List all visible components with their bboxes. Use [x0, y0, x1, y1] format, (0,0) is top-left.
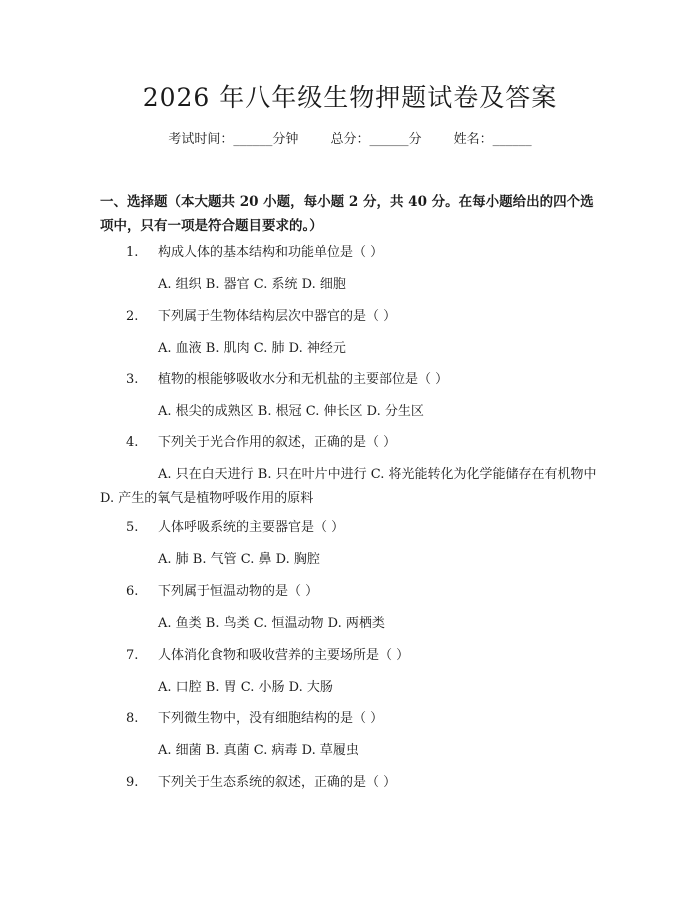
exam-meta — [0, 130, 700, 150]
question-item — [126, 646, 409, 666]
question-number: 2. — [126, 309, 139, 324]
page-title: 2026 年八年级生物押题试卷及答案 — [142, 83, 558, 112]
total-score-field: 总分：______分 — [330, 132, 422, 147]
question-text: 人体呼吸系统的主要器官是（ ） — [158, 520, 345, 535]
question-text: 植物的根能够吸收水分和无机盐的主要部位是（ ） — [158, 372, 449, 387]
question-item — [126, 773, 396, 793]
question-item — [126, 709, 383, 729]
question-text: 下列关于生态系统的叙述，正确的是（ ） — [158, 775, 397, 790]
question-number: 5. — [126, 520, 139, 535]
question-item — [126, 307, 396, 327]
question-number: 6. — [126, 584, 139, 599]
question-number: 8. — [126, 711, 139, 726]
question-item — [126, 433, 396, 453]
question-number: 4. — [126, 435, 139, 450]
question-options: A. 肺 B. 气管 C. 鼻 D. 胸腔 — [158, 552, 320, 567]
question-number: 7. — [126, 648, 139, 663]
question-text: 下列属于恒温动物的是（ ） — [158, 584, 319, 599]
question-number: 9. — [126, 775, 139, 790]
question-options: A. 根尖的成熟区 B. 根冠 C. 伸长区 D. 分生区 — [158, 404, 424, 419]
student-name-field: 姓名：______ — [453, 132, 532, 147]
question-text: 人体消化食物和吸收营养的主要场所是（ ） — [158, 648, 410, 663]
question-number: 3. — [126, 372, 139, 387]
question-options: A. 细菌 B. 真菌 C. 病毒 D. 草履虫 — [158, 743, 359, 758]
question-text: 下列属于生物体结构层次中器官的是（ ） — [158, 309, 397, 324]
question-text: 构成人体的基本结构和功能单位是（ ） — [158, 245, 384, 260]
question-item — [126, 370, 448, 390]
question-options: A. 血液 B. 肌肉 C. 肺 D. 神经元 — [158, 341, 346, 356]
question-item — [126, 582, 318, 602]
question-options: A. 鱼类 B. 鸟类 C. 恒温动物 D. 两栖类 — [158, 616, 385, 631]
question-text: 下列关于光合作用的叙述，正确的是（ ） — [158, 435, 397, 450]
question-number: 1. — [126, 245, 139, 260]
exam-time-field: 考试时间：______分钟 — [168, 132, 299, 147]
question-item — [126, 518, 344, 538]
section-header-choice: 一、选择题（本大题共 20 小题，每小题 2 分，共 40 分。在每小题给出的四个选项中，只有一项是符合题目要求的。） — [100, 194, 594, 234]
question-options: A. 口腔 B. 胃 C. 小肠 D. 大肠 — [158, 680, 333, 695]
question-text: 下列微生物中，没有细胞结构的是（ ） — [158, 711, 384, 726]
question-options: A. 组织 B. 器官 C. 系统 D. 细胞 — [158, 277, 346, 292]
question-item — [126, 243, 383, 263]
question-options: A. 只在白天进行 B. 只在叶片中进行 C. 将光能转化为化学能储存在有机物中 D. 产生的氧气是植物呼吸作用的原料 — [100, 467, 597, 506]
